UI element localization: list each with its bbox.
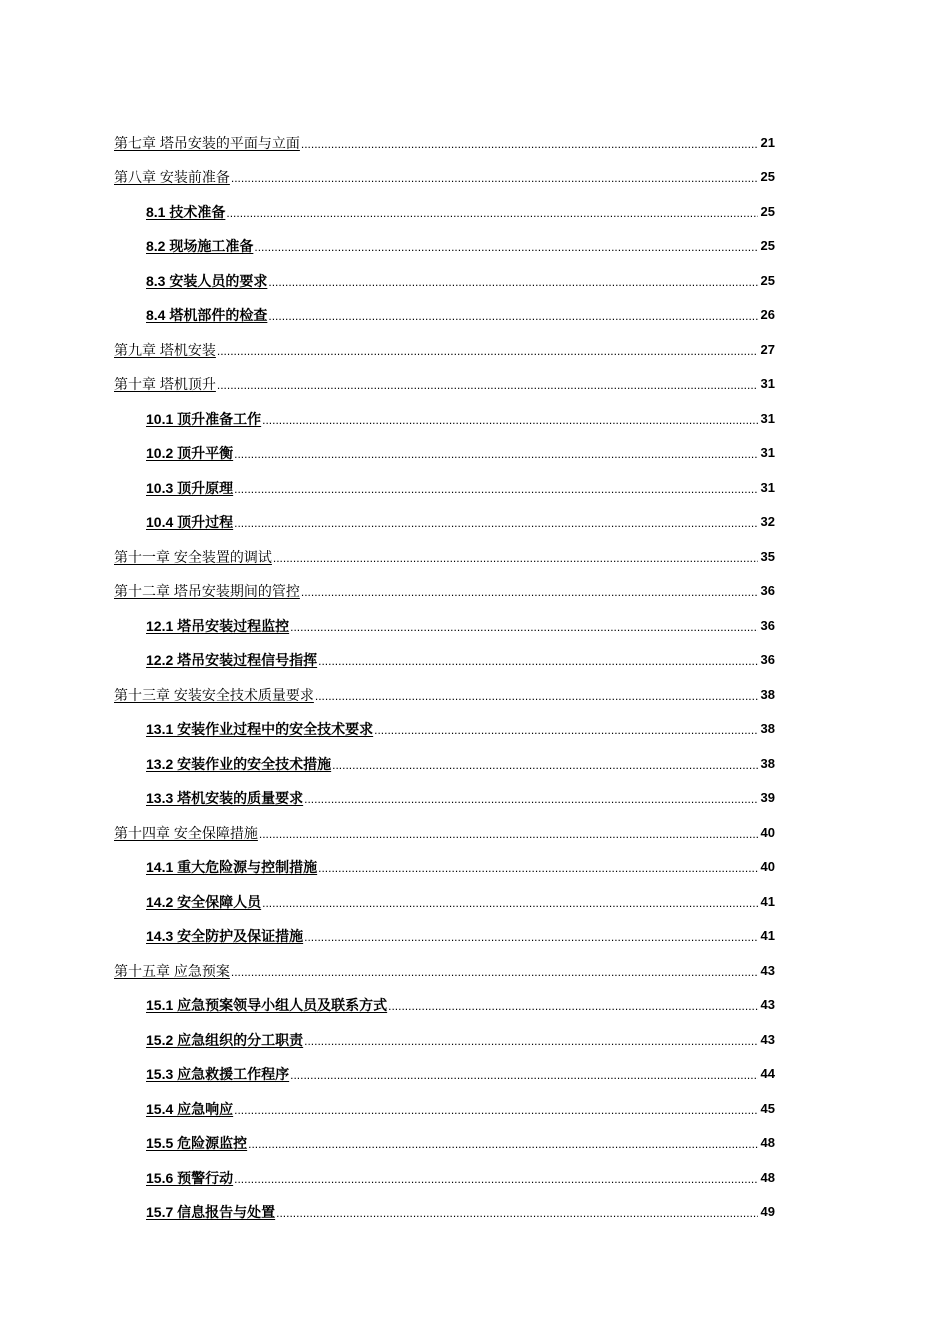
toc-leader-dots	[304, 1032, 758, 1050]
toc-leader-dots	[231, 963, 758, 981]
toc-entry-title[interactable]: 12.2 塔吊安装过程信号指挥	[146, 652, 318, 668]
toc-page-number: 36	[760, 583, 775, 598]
toc-entry-title[interactable]: 15.5 危险源监控	[146, 1135, 248, 1151]
toc-entry-title[interactable]: 第十章 塔机顶升	[114, 376, 216, 392]
toc-leader-dots	[217, 342, 758, 360]
toc-page-number: 39	[760, 790, 775, 805]
toc-leader-dots	[254, 238, 758, 256]
toc-subentry[interactable]	[114, 1015, 775, 1050]
toc-entry[interactable]	[114, 360, 775, 395]
toc-entry[interactable]	[114, 808, 775, 843]
toc-page-number: 25	[760, 203, 775, 219]
toc-page-number: 48	[760, 1135, 775, 1150]
toc-entry-title[interactable]: 12.1 塔吊安装过程监控	[146, 617, 290, 634]
toc-subentry[interactable]	[114, 291, 775, 326]
toc-subentry[interactable]	[114, 498, 775, 533]
toc-page-number: 41	[760, 928, 775, 943]
toc-entry-title[interactable]: 第十二章 塔吊安装期间的管控	[114, 583, 300, 599]
toc-page-number: 48	[760, 1169, 775, 1185]
toc-entry-title[interactable]: 15.3 应急救援工作程序	[146, 1066, 290, 1082]
toc-page-number: 40	[760, 824, 775, 840]
toc-leader-dots	[290, 618, 758, 636]
toc-page-number: 45	[760, 1100, 775, 1116]
toc-entry-title[interactable]: 8.2 现场施工准备	[146, 238, 254, 254]
toc-leader-dots	[259, 825, 758, 843]
toc-page-number: 31	[760, 445, 775, 460]
toc-entry-title[interactable]: 第十一章 安全装置的调试	[114, 548, 272, 565]
toc-entry[interactable]	[114, 946, 775, 981]
toc-page-number: 38	[760, 755, 775, 771]
toc-entry-title[interactable]: 第七章 塔吊安装的平面与立面	[114, 134, 300, 151]
toc-entry[interactable]	[114, 567, 775, 602]
toc-entry-title[interactable]: 15.6 预警行动	[146, 1169, 234, 1186]
toc-entry-title[interactable]: 第十三章 安装安全技术质量要求	[114, 686, 314, 703]
toc-leader-dots	[374, 721, 758, 739]
toc-page-number: 25	[760, 238, 775, 253]
toc-entry[interactable]	[114, 670, 775, 705]
toc-subentry[interactable]	[114, 429, 775, 464]
toc-leader-dots	[301, 583, 758, 601]
toc-leader-dots	[273, 549, 758, 567]
toc-entry-title[interactable]: 14.1 重大危险源与控制措施	[146, 859, 318, 875]
toc-subentry[interactable]	[114, 222, 775, 257]
toc-page-number: 25	[760, 169, 775, 184]
toc-entry[interactable]	[114, 325, 775, 360]
toc-subentry[interactable]	[114, 1153, 775, 1188]
toc-page-number: 38	[760, 686, 775, 702]
toc-subentry[interactable]	[114, 739, 775, 774]
toc-page-number: 25	[760, 272, 775, 288]
toc-leader-dots	[332, 756, 758, 774]
toc-subentry[interactable]	[114, 601, 775, 636]
toc-entry[interactable]	[114, 153, 775, 188]
toc-page-number: 31	[760, 376, 775, 391]
toc-page-number: 43	[760, 997, 775, 1012]
toc-page-number: 35	[760, 548, 775, 564]
toc-leader-dots	[304, 928, 758, 946]
toc-entry[interactable]	[114, 118, 775, 153]
toc-page-number: 41	[760, 893, 775, 909]
toc-leader-dots	[388, 997, 758, 1015]
toc-page-number: 43	[760, 962, 775, 978]
toc-subentry[interactable]	[114, 774, 775, 809]
table-of-contents	[114, 118, 775, 1222]
toc-entry-title[interactable]: 8.4 塔机部件的检查	[146, 307, 268, 323]
toc-entry-title[interactable]: 13.1 安装作业过程中的安全技术要求	[146, 721, 374, 737]
toc-page-number: 40	[760, 859, 775, 874]
toc-leader-dots	[234, 445, 758, 463]
toc-page-number: 26	[760, 307, 775, 322]
toc-subentry[interactable]	[114, 1084, 775, 1119]
toc-leader-dots	[234, 1170, 758, 1188]
toc-entry-title[interactable]: 14.2 安全保障人员	[146, 893, 262, 910]
toc-subentry[interactable]	[114, 877, 775, 912]
toc-page-number: 27	[760, 341, 775, 357]
toc-entry-title[interactable]: 10.3 顶升原理	[146, 479, 234, 496]
toc-entry-title[interactable]: 15.4 应急响应	[146, 1100, 234, 1117]
toc-leader-dots	[290, 1066, 758, 1084]
toc-page-number: 32	[760, 514, 775, 529]
toc-subentry[interactable]	[114, 636, 775, 671]
toc-leader-dots	[318, 859, 758, 877]
toc-leader-dots	[234, 514, 758, 532]
toc-subentry[interactable]	[114, 1119, 775, 1154]
toc-leader-dots	[315, 687, 758, 705]
toc-leader-dots	[234, 1101, 758, 1119]
toc-entry[interactable]	[114, 532, 775, 567]
toc-entry-title[interactable]: 8.3 安装人员的要求	[146, 272, 268, 289]
toc-leader-dots	[304, 790, 758, 808]
toc-leader-dots	[301, 135, 758, 153]
toc-leader-dots	[231, 169, 758, 187]
toc-entry-title[interactable]: 第十四章 安全保障措施	[114, 824, 258, 841]
toc-leader-dots	[318, 652, 758, 670]
toc-subentry[interactable]	[114, 705, 775, 740]
toc-page-number: 38	[760, 721, 775, 736]
toc-subentry[interactable]	[114, 912, 775, 947]
toc-entry-title[interactable]: 第十五章 应急预案	[114, 962, 230, 979]
toc-leader-dots	[226, 204, 758, 222]
toc-subentry[interactable]	[114, 463, 775, 498]
toc-entry-title[interactable]: 13.2 安装作业的安全技术措施	[146, 755, 332, 772]
toc-page-number: 36	[760, 617, 775, 633]
toc-leader-dots	[234, 480, 758, 498]
toc-leader-dots	[268, 307, 758, 325]
toc-entry-title[interactable]: 15.2 应急组织的分工职责	[146, 1031, 304, 1048]
toc-entry-title[interactable]: 14.3 安全防护及保证措施	[146, 928, 304, 944]
toc-page-number: 43	[760, 1031, 775, 1047]
toc-entry-title[interactable]: 8.1 技术准备	[146, 203, 226, 220]
toc-subentry[interactable]	[114, 1050, 775, 1085]
toc-subentry[interactable]	[114, 394, 775, 429]
toc-entry-title[interactable]: 15.7 信息报告与处置	[146, 1204, 276, 1220]
toc-leader-dots	[262, 411, 758, 429]
toc-subentry[interactable]	[114, 256, 775, 291]
toc-page-number: 31	[760, 410, 775, 426]
toc-entry-title[interactable]: 第九章 塔机安装	[114, 341, 216, 358]
toc-entry-title[interactable]: 10.4 顶升过程	[146, 514, 234, 530]
toc-entry-title[interactable]: 10.2 顶升平衡	[146, 445, 234, 461]
toc-subentry[interactable]	[114, 843, 775, 878]
toc-subentry[interactable]	[114, 187, 775, 222]
toc-leader-dots	[217, 376, 758, 394]
toc-page-number: 21	[760, 134, 775, 150]
toc-leader-dots	[248, 1135, 758, 1153]
toc-leader-dots	[276, 1204, 758, 1222]
toc-page-number: 36	[760, 652, 775, 667]
toc-leader-dots	[262, 894, 758, 912]
toc-subentry[interactable]	[114, 981, 775, 1016]
toc-leader-dots	[268, 273, 758, 291]
toc-page-number: 49	[760, 1204, 775, 1219]
toc-page-number: 44	[760, 1066, 775, 1081]
toc-entry-title[interactable]: 15.1 应急预案领导小组人员及联系方式	[146, 997, 388, 1013]
toc-entry-title[interactable]: 13.3 塔机安装的质量要求	[146, 790, 304, 806]
toc-subentry[interactable]	[114, 1188, 775, 1223]
toc-entry-title[interactable]: 第八章 安装前准备	[114, 169, 230, 185]
toc-page-number: 31	[760, 479, 775, 495]
toc-entry-title[interactable]: 10.1 顶升准备工作	[146, 410, 262, 427]
